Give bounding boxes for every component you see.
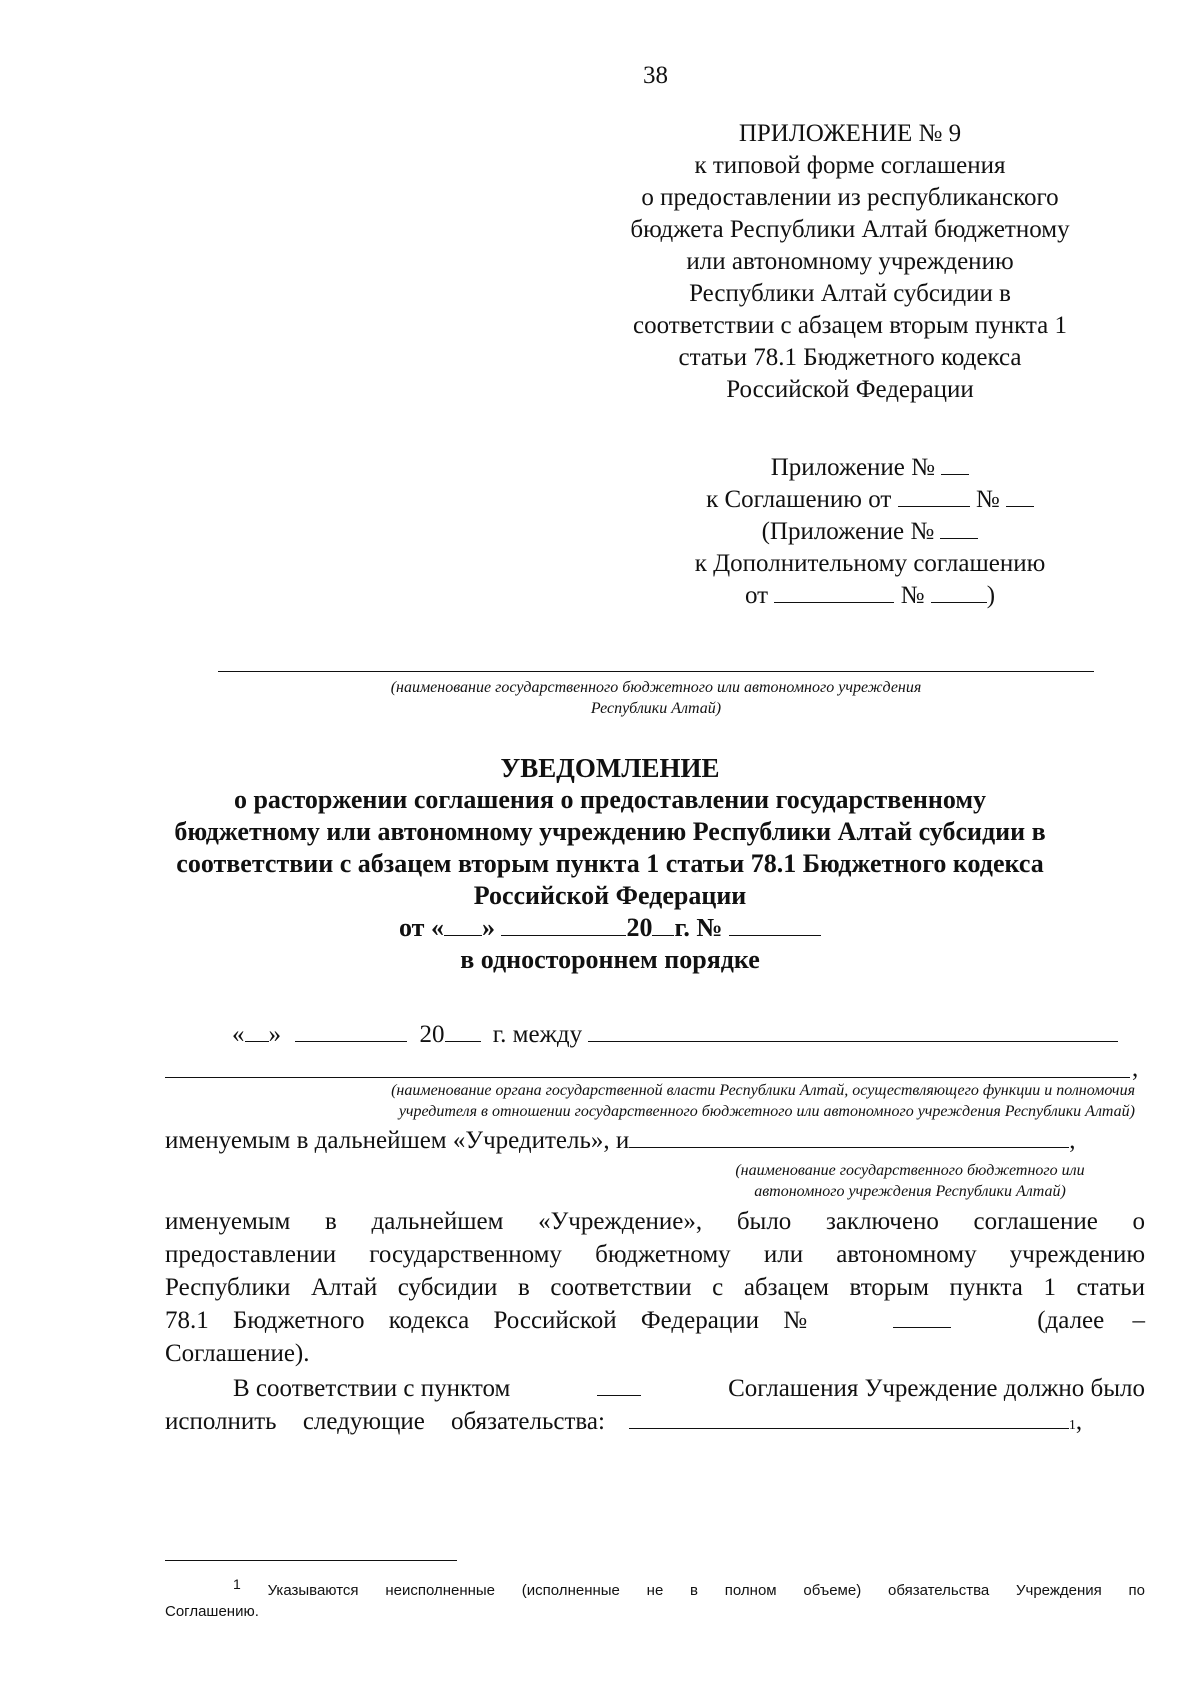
notice-month-blank[interactable] xyxy=(501,913,626,936)
notice-year-blank[interactable] xyxy=(652,913,674,936)
founder-named-line: именуемым в дальнейшем «Учредитель», и , xyxy=(165,1127,1076,1154)
annex-line-5: от № ) xyxy=(744,582,996,609)
institution-name-blank[interactable] xyxy=(629,1125,1069,1148)
appendix-line: бюджета Республики Алтай бюджетному xyxy=(630,216,1070,243)
agreement-date-blank[interactable] xyxy=(898,484,970,507)
notice-subtitle-line: Российской Федерации xyxy=(473,881,747,910)
intro-day-blank[interactable] xyxy=(245,1019,269,1042)
obligations-blank[interactable] xyxy=(629,1406,1069,1429)
notice-title: УВЕДОМЛЕНИЕ xyxy=(500,753,720,783)
founder-caption: (наименование органа государственной власти Республики Алтай, осуществляющего функции и полномочия учредителя в отношении государственного бюджетного или автономного учреждения Республики Алтай) xyxy=(391,1082,1135,1120)
page-number: 38 xyxy=(643,62,668,89)
appendix-header xyxy=(580,118,1120,406)
appendix-title: ПРИЛОЖЕНИЕ № 9 xyxy=(738,120,962,147)
appendix-line: Республики Алтай субсидии в xyxy=(689,280,1011,307)
agreement-number-field[interactable] xyxy=(893,1305,951,1328)
founder-name-blank-1[interactable] xyxy=(588,1019,1118,1042)
agreement-number-blank[interactable] xyxy=(1006,484,1034,507)
annex-reference xyxy=(640,452,1100,612)
appendix-line: о предоставлении из республиканского xyxy=(641,184,1059,211)
appendix-line: соответствии с абзацем вторым пункта 1 xyxy=(633,312,1067,339)
agreement-paragraph: именуемым в дальнейшем «Учреждение», было заключено соглашение о предоставлении государственному бюджетному или автономному учреждению Республики Алтай субсидии в соответствии с абзацем вторым пункта 1 статьи 78.1 Бюджетного кодекса Российской Федерации № (далее – Соглашение). xyxy=(165,1208,1145,1367)
founder-line-comma: , xyxy=(1132,1055,1139,1082)
institution-name-line[interactable] xyxy=(218,671,1094,672)
notice-subtitle-line: о расторжении соглашения о предоставлении государственному xyxy=(233,785,987,814)
institution-caption: (наименование государственного бюджетного или автономного учреждения Республики Алтай) xyxy=(390,679,922,717)
supplement-date-blank[interactable] xyxy=(774,580,894,603)
appendix-line: статьи 78.1 Бюджетного кодекса xyxy=(678,344,1022,371)
annex-line-2: к Соглашению от № xyxy=(640,484,1100,516)
obligations-paragraph: В соответствии с пунктом Соглашения Учреждение должно было исполнить следующие обязательства: 1 , xyxy=(165,1375,1145,1435)
footnote: 1 Указываются неисполненные (исполненные не в полном объеме) обязательства Учреждения по Соглашению. xyxy=(165,1576,1146,1620)
notice-heading xyxy=(150,752,1070,976)
supplement-number-blank[interactable] xyxy=(931,580,987,603)
intro-line: « » 20 г. между xyxy=(232,1018,1118,1051)
notice-subtitle-line: соответствии с абзацем вторым пункта 1 статьи 78.1 Бюджетного кодекса xyxy=(176,849,1044,878)
notice-mode: в одностороннем порядке xyxy=(460,945,760,974)
notice-number-blank[interactable] xyxy=(729,913,821,936)
clause-number-blank[interactable] xyxy=(597,1373,641,1396)
annex-number-blank[interactable] xyxy=(941,452,969,475)
notice-date-line: от « » 20 г. № xyxy=(150,912,1070,944)
notice-day-blank[interactable] xyxy=(444,913,482,936)
supplement-annex-blank[interactable] xyxy=(940,516,978,539)
appendix-line: к типовой форме соглашения xyxy=(694,152,1006,179)
appendix-line: или автономному учреждению xyxy=(686,248,1014,275)
annex-line-4: к Дополнительному соглашению xyxy=(694,550,1046,577)
founder-name-line[interactable] xyxy=(165,1077,1130,1078)
annex-line-3: (Приложение № xyxy=(640,516,1100,548)
intro-year-blank[interactable] xyxy=(445,1019,481,1042)
notice-subtitle-line: бюджетному или автономному учреждению Республики Алтай субсидии в xyxy=(174,817,1046,846)
institution-caption-2: (наименование государственного бюджетного или автономного учреждения Республики Алтай) xyxy=(735,1162,1085,1200)
appendix-line: Российской Федерации xyxy=(726,376,974,403)
footnote-separator xyxy=(165,1560,457,1561)
intro-month-blank[interactable] xyxy=(295,1019,407,1042)
annex-line-1: Приложение № xyxy=(640,452,1100,484)
